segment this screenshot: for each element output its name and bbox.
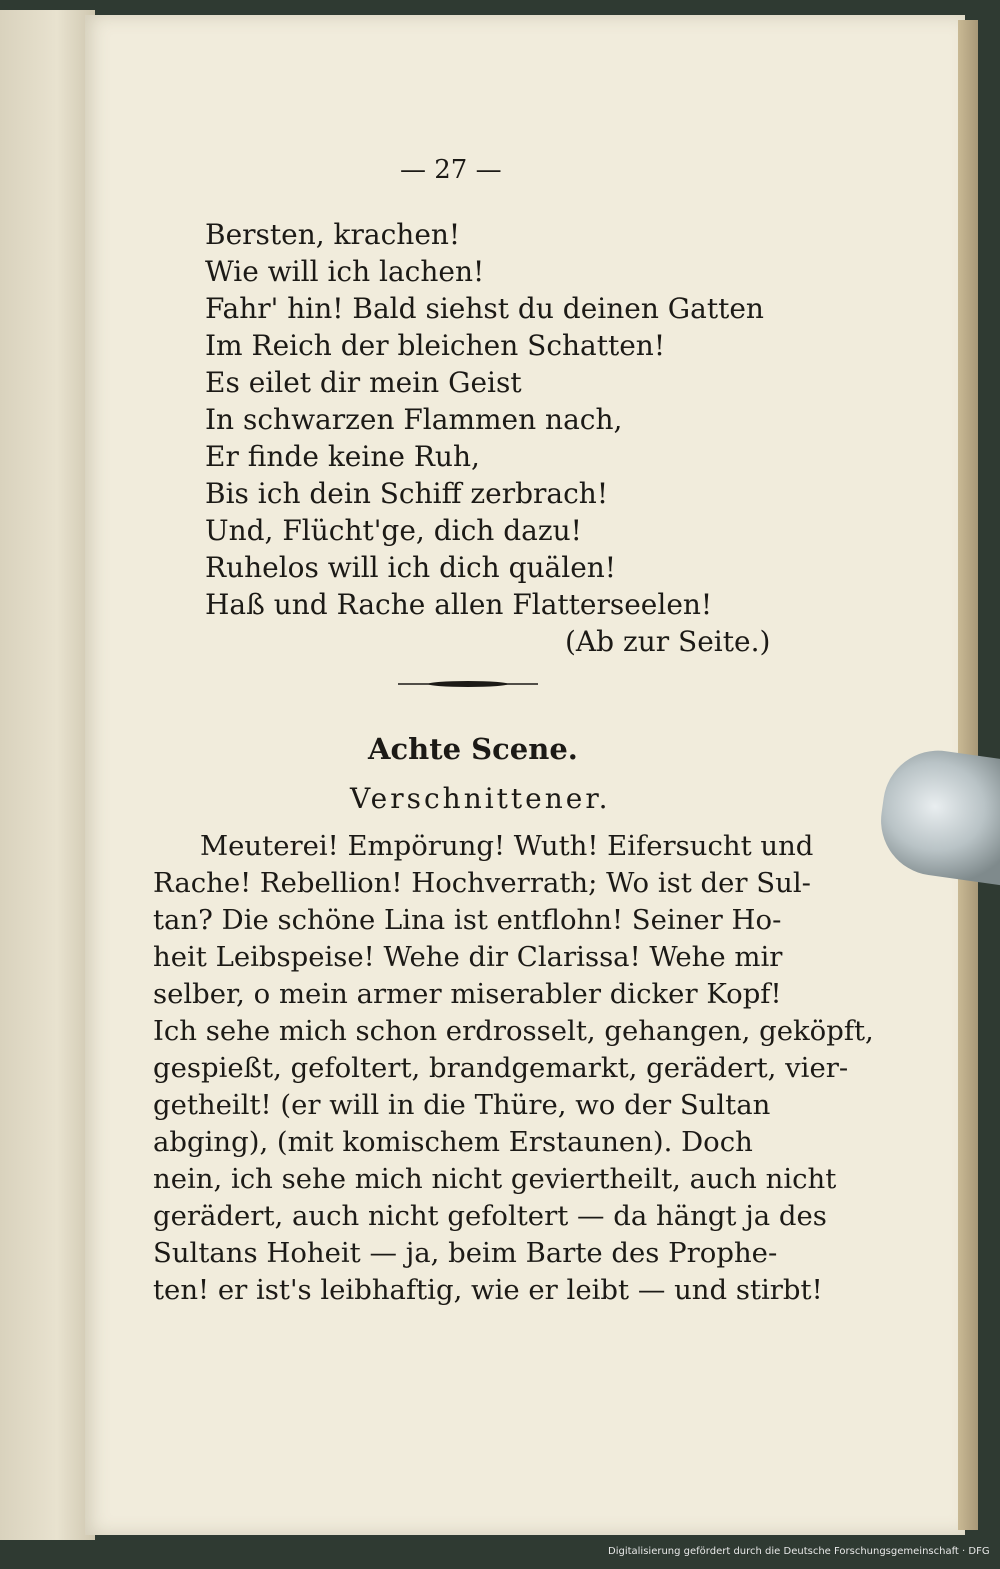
prose-line: Meuterei! Empörung! Wuth! Eifersucht und [200, 830, 814, 862]
verse-line: Fahr' hin! Bald siehst du deinen Gatten [205, 292, 764, 325]
prose-line: selber, o mein armer miserabler dicker Kopf! [153, 978, 782, 1010]
prose-line: getheilt! (er will in die Thüre, wo der Sultan [153, 1089, 771, 1121]
prose-line: Rache! Rebellion! Hochverrath; Wo ist der Sul- [153, 867, 811, 899]
verse-line: Bis ich dein Schiff zerbrach! [205, 477, 609, 510]
verse-line: Wie will ich lachen! [205, 255, 485, 288]
prose-line: nein, ich sehe mich nicht geviertheilt, auch nicht [153, 1163, 837, 1195]
prose-line: Ich sehe mich schon erdrosselt, gehangen, geköpft, [153, 1015, 874, 1047]
prose-line: Sultans Hoheit — ja, beim Barte des Prophe- [153, 1237, 778, 1269]
speaker-name: Verschnittener. [350, 782, 611, 815]
prose-line: tan? Die schöne Lina ist entflohn! Seiner Ho- [153, 904, 782, 936]
verse-line: Er finde keine Ruh, [205, 440, 480, 473]
prose-line: ten! er ist's leibhaftig, wie er leibt — und stirbt! [153, 1274, 823, 1306]
scene-heading: Achte Scene. [368, 732, 578, 766]
verse-line: Und, Flücht'ge, dich dazu! [205, 514, 582, 547]
ornamental-divider [398, 680, 538, 688]
page-number: — 27 — [400, 155, 502, 185]
left-page-edge [0, 10, 95, 1540]
verse-line: In schwarzen Flammen nach, [205, 403, 623, 436]
prose-line: gerädert, auch nicht gefoltert — da hängt ja des [153, 1200, 827, 1232]
verse-line: Bersten, krachen! [205, 218, 461, 251]
verse-line: Haß und Rache allen Flatterseelen! [205, 588, 713, 621]
verse-line: Es eilet dir mein Geist [205, 366, 522, 399]
prose-line: gespießt, gefoltert, brandgemarkt, gerädert, vier- [153, 1052, 849, 1084]
verse-line: Ruhelos will ich dich quälen! [205, 551, 617, 584]
verse-line: Im Reich der bleichen Schatten! [205, 329, 666, 362]
prose-line: heit Leibspeise! Wehe dir Clarissa! Wehe mir [153, 941, 783, 973]
digitization-credit: Digitalisierung gefördert durch die Deutsche Forschungsgemeinschaft · DFG [608, 1546, 990, 1557]
stage-direction: (Ab zur Seite.) [565, 625, 771, 658]
prose-line: abging), (mit komischem Erstaunen). Doch [153, 1126, 753, 1158]
